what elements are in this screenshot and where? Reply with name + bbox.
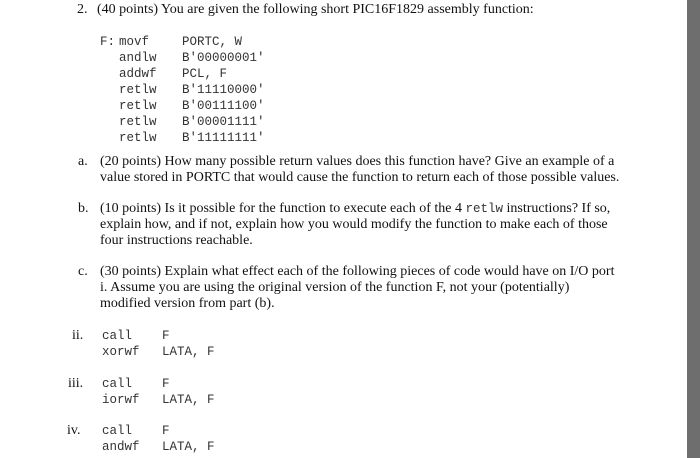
part-marker: b. bbox=[78, 201, 89, 216]
code-arg: PCL, F bbox=[182, 67, 228, 81]
code-label: F: bbox=[100, 35, 116, 49]
code-arg: B'00111100' bbox=[182, 99, 265, 113]
part-text: instructions? If so, bbox=[502, 201, 611, 216]
code-op: call bbox=[102, 377, 133, 391]
part-text: value stored in PORTC that would cause the function to return each of those possible values. bbox=[100, 170, 620, 185]
code-op: addwf bbox=[119, 67, 157, 81]
code-op: retlw bbox=[119, 99, 157, 113]
code-op: iorwf bbox=[102, 393, 140, 407]
code-op: andwf bbox=[102, 440, 140, 454]
part-text: modified version from part (b). bbox=[100, 296, 275, 311]
code-op: retlw bbox=[119, 83, 157, 97]
snippet-marker: iii. bbox=[68, 376, 84, 391]
code-arg: LATA, F bbox=[162, 393, 215, 407]
code-arg: B'11111111' bbox=[182, 131, 265, 145]
snippet-marker: iv. bbox=[67, 423, 81, 438]
code-arg: B'11110000' bbox=[182, 83, 265, 97]
code-arg: LATA, F bbox=[162, 345, 215, 359]
code-arg: F bbox=[162, 377, 170, 391]
code-op: andlw bbox=[119, 51, 157, 65]
code-op: movf bbox=[119, 35, 150, 49]
code-op: retlw bbox=[119, 131, 157, 145]
code-arg: F bbox=[162, 329, 170, 343]
part-marker: c. bbox=[78, 264, 88, 279]
part-marker: a. bbox=[78, 154, 88, 169]
code-op: retlw bbox=[119, 115, 157, 129]
code-op: call bbox=[102, 424, 133, 438]
question-number: 2. bbox=[77, 2, 88, 17]
part-text: explain how, and if not, explain how you would modify the function to make each of those bbox=[100, 217, 608, 232]
part-text: (20 points) How many possible return values does this function have? Give an example of a bbox=[100, 154, 615, 169]
code-arg: PORTC, W bbox=[182, 35, 243, 49]
code-arg: LATA, F bbox=[162, 440, 215, 454]
part-text: (30 points) Explain what effect each of the following pieces of code would have on I/O port bbox=[100, 264, 615, 279]
part-text: i. Assume you are using the original version of the function F, not your (potentially) bbox=[100, 280, 570, 295]
code-op: xorwf bbox=[102, 345, 140, 359]
part-text: (10 points) Is it possible for the function to execute each of the 4 bbox=[100, 201, 466, 216]
inline-code: retlw bbox=[465, 202, 503, 216]
code-arg: B'00000001' bbox=[182, 51, 265, 65]
code-arg: F bbox=[162, 424, 170, 438]
window-edge bbox=[687, 0, 700, 458]
part-text: four instructions reachable. bbox=[100, 233, 253, 248]
snippet-marker: ii. bbox=[72, 328, 84, 343]
code-op: call bbox=[102, 329, 133, 343]
question-text: (40 points) You are given the following short PIC16F1829 assembly function: bbox=[97, 2, 534, 17]
code-arg: B'00001111' bbox=[182, 115, 265, 129]
